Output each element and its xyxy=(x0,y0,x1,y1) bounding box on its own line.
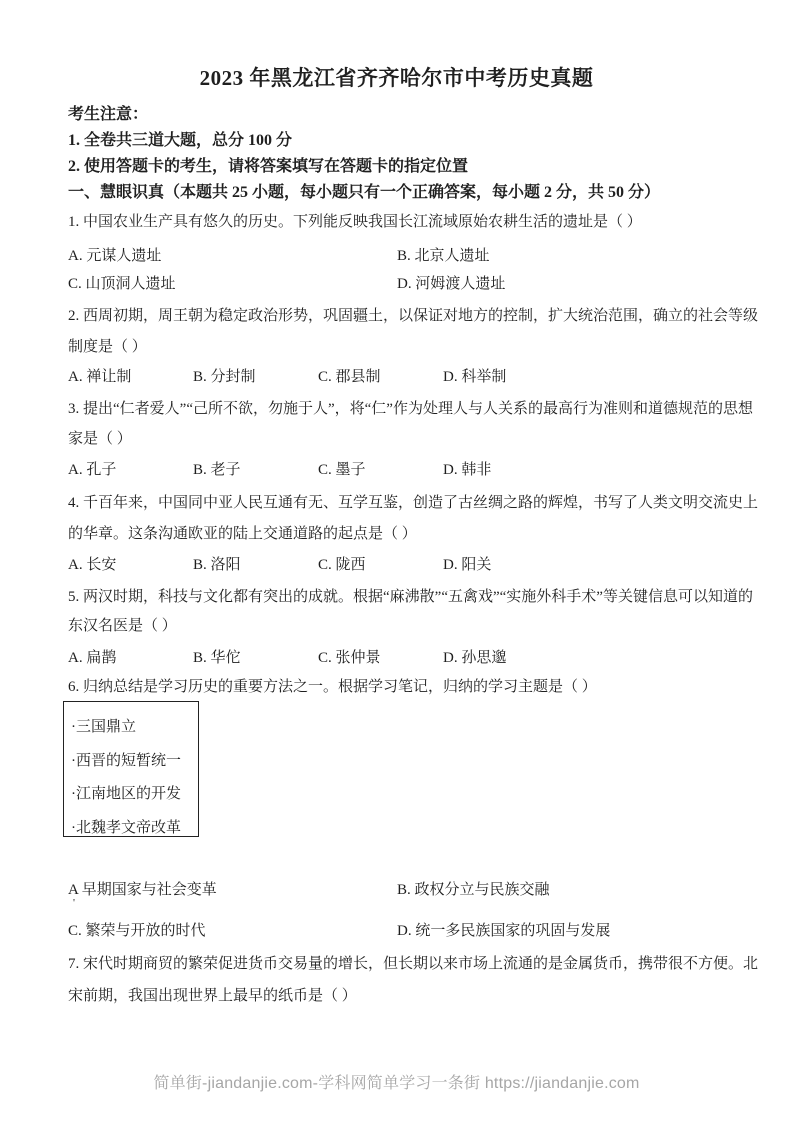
question-5-line-1: 5. 两汉时期，科技与文化都有突出的成就。根据“麻沸散”“五禽戏”“实施外科手术”等关键信息可以知道的 xyxy=(68,589,753,605)
question-5-option-c: C. 张仲景 xyxy=(318,650,381,666)
question-6-notes-box xyxy=(63,701,199,837)
question-5-option-a: A. 扁鹊 xyxy=(68,650,117,666)
question-5-option-d: D. 孙思邈 xyxy=(443,650,507,666)
note-item-3: ·江南地区的开发 xyxy=(71,786,181,802)
question-6-option-c: C. 繁荣与开放的时代 xyxy=(68,923,206,939)
question-2-line-1: 2. 西周初期，周王朝为稳定政治形势，巩固疆土，以保证对地方的控制，扩大统治范围，确立的社会等级 xyxy=(68,308,759,324)
note-item-2: ·西晋的短暂统一 xyxy=(71,752,181,769)
question-1-option-d: D. 河姆渡人遗址 xyxy=(397,276,506,292)
note-item-4: ·北魏孝文帝改革 xyxy=(71,819,181,836)
question-7-line-1: 7. 宋代时期商贸的繁荣促进货币交易量的增长，但长期以来市场上流通的是金属货币，携带很不方便。北 xyxy=(68,956,759,972)
question-1-option-a: A. 元谋人遗址 xyxy=(68,248,162,264)
section-heading: 一、慧眼识真（本题共 25 小题，每小题只有一个正确答案，每小题 2 分，共 50 分） xyxy=(68,184,661,201)
question-6-option-d: D. 统一多民族国家的巩固与发展 xyxy=(397,923,611,939)
stray-mark: ' xyxy=(73,897,75,909)
question-2-option-d: D. 科举制 xyxy=(443,369,507,385)
question-3-line-2: 家是（ ） xyxy=(68,431,132,447)
notice-heading: 考生注意： xyxy=(68,106,149,123)
question-3-line-1: 3. 提出“仁者爱人”“己所不欲，勿施于人”，将“仁”作为处理人与人关系的最高行为准则和道德规范的思想 xyxy=(68,401,753,417)
question-1-text: 1. 中国农业生产具有悠久的历史。下列能反映我国长江流域原始农耕生活的遗址是（ ） xyxy=(68,214,642,230)
question-3-option-c: C. 墨子 xyxy=(318,462,366,478)
question-7-line-2: 宋前期，我国出现世界上最早的纸币是（ ） xyxy=(68,988,357,1004)
question-4-line-2: 的华章。这条沟通欧亚的陆上交通道路的起点是（ ） xyxy=(68,526,417,542)
question-2-line-2: 制度是（ ） xyxy=(68,339,147,355)
question-4-option-c: C. 陇西 xyxy=(318,557,366,573)
question-5-line-2: 东汉名医是（ ） xyxy=(68,618,177,634)
question-1-option-c: C. 山顶洞人遗址 xyxy=(68,276,176,292)
question-4-option-b: B. 洛阳 xyxy=(193,557,241,573)
question-3-option-d: D. 韩非 xyxy=(443,462,492,478)
question-2-option-a: A. 禅让制 xyxy=(68,369,132,385)
page-footer: 简单街-jiandanjie.com-学科网简单学习一条街 https://jiandanjie.com xyxy=(153,1075,640,1092)
question-6-text: 6. 归纳总结是学习历史的重要方法之一。根据学习笔记，归纳的学习主题是（ ） xyxy=(68,679,597,695)
question-2-option-c: C. 郡县制 xyxy=(318,369,381,385)
notice-item-2: 2. 使用答题卡的考生，请将答案填写在答题卡的指定位置 xyxy=(68,158,469,175)
note-item-1: ·三国鼎立 xyxy=(71,719,136,735)
question-4-line-1: 4. 千百年来，中国同中亚人民互通有无、互学互鉴，创造了古丝绸之路的辉煌，书写了人类文明交流史上 xyxy=(68,495,759,511)
question-3-option-b: B. 老子 xyxy=(193,462,241,478)
question-2-option-b: B. 分封制 xyxy=(193,369,256,385)
question-6-option-b: B. 政权分立与民族交融 xyxy=(397,882,550,898)
page-title: 2023 年黑龙江省齐齐哈尔市中考历史真题 xyxy=(199,66,594,90)
question-5-option-b: B. 华佗 xyxy=(193,650,241,666)
question-4-option-d: D. 阳关 xyxy=(443,557,492,573)
question-1-option-b: B. 北京人遗址 xyxy=(397,248,490,264)
question-4-option-a: A. 长安 xyxy=(68,557,117,573)
question-3-option-a: A. 孔子 xyxy=(68,462,117,478)
question-6-option-a: A 早期国家与社会变革 xyxy=(68,882,217,898)
notice-item-1: 1. 全卷共三道大题，总分 100 分 xyxy=(68,132,293,149)
